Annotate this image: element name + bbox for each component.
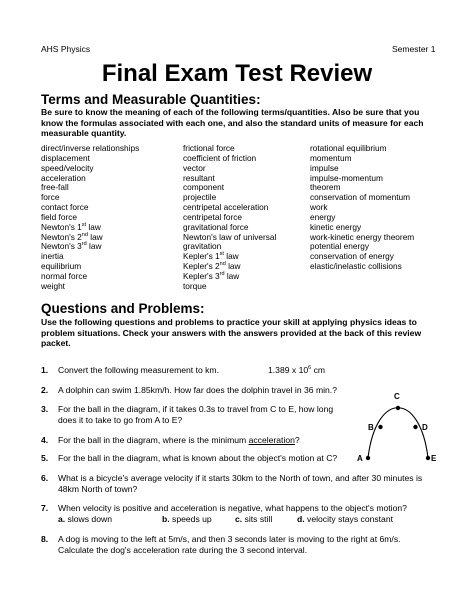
term: coefficient of friction xyxy=(183,152,257,163)
question-text-continued: 48km North of town? xyxy=(58,484,138,494)
term: Kepler's 2nd law xyxy=(183,261,241,272)
term: momentum xyxy=(310,152,352,163)
term: impulse xyxy=(310,162,339,173)
term: speed/velocity xyxy=(41,162,94,173)
question-number: 5. xyxy=(41,453,49,463)
term: gravitation xyxy=(183,241,222,252)
term: centripetal force xyxy=(183,211,243,222)
point-b xyxy=(378,425,382,429)
question-number: 2. xyxy=(41,385,49,395)
question-number: 6. xyxy=(41,473,49,483)
term: component xyxy=(183,182,225,193)
question-1-value: 1.389 x $10^6$ cm xyxy=(268,365,326,375)
term: conservation of momentum xyxy=(310,192,411,203)
option-b: b. speeds up xyxy=(162,514,212,524)
question-text: For the ball in the diagram, if it takes 0.3s to travel from C to E, how long xyxy=(58,404,334,414)
term: torque xyxy=(183,280,207,291)
term: force xyxy=(41,192,60,203)
term: vector xyxy=(183,162,206,173)
point-e xyxy=(426,456,430,460)
question-text: For the ball in the diagram, what is known about the object's motion at C? xyxy=(58,453,338,463)
question-text: A dog is moving to the left at 5m/s, and then 3 seconds later is moving to the right at 6m/s. xyxy=(58,534,401,544)
trajectory-arc xyxy=(368,408,428,458)
term: elastic/inelastic collisions xyxy=(310,261,402,272)
underlined-term: acceleration xyxy=(248,435,295,445)
term: potential energy xyxy=(310,241,370,252)
term: field force xyxy=(41,211,77,222)
question-number: 8. xyxy=(41,534,49,544)
question-6 xyxy=(41,473,422,495)
term: projectile xyxy=(183,192,217,203)
terms-heading: Terms and Measurable Quantities: xyxy=(41,92,261,107)
question-2 xyxy=(41,385,337,396)
question-number: 4. xyxy=(41,435,49,445)
question-text: A dolphin can swim 1.85km/h. How far does the dolphin travel in 36 min.? xyxy=(58,385,337,395)
point-a xyxy=(366,456,370,460)
term: weight xyxy=(41,280,65,291)
questions-instructions: Use the following questions and problems to practice your skill at applying physics ideas to problem situations. Check your answers with the answers provided at the back of this review packet. xyxy=(41,317,422,349)
label-d: D xyxy=(422,423,428,432)
question-1 xyxy=(41,365,219,376)
question-7 xyxy=(41,503,407,525)
label-e: E xyxy=(431,454,437,463)
term: theorem xyxy=(310,182,341,193)
point-c xyxy=(396,406,400,410)
question-number: 3. xyxy=(41,404,49,414)
term: resultant xyxy=(183,172,215,183)
term: work xyxy=(310,202,328,213)
page-title: Final Exam Test Review xyxy=(101,60,373,87)
questions-heading: Questions and Problems: xyxy=(41,301,205,316)
question-number: 1. xyxy=(41,365,49,375)
term: inertia xyxy=(41,251,64,262)
term: rotational equilibrium xyxy=(310,143,387,153)
term: Newton's 3rd law xyxy=(41,241,102,252)
question-3 xyxy=(41,404,333,426)
term: Kepler's 3rd law xyxy=(183,270,240,281)
term: acceleration xyxy=(41,172,86,183)
terms-column-2 xyxy=(183,144,276,292)
option-d: d. velocity stays constant xyxy=(297,514,394,524)
term: contact force xyxy=(41,202,89,213)
term: work-kinetic energy theorem xyxy=(310,231,415,242)
term: impulse-momentum xyxy=(310,172,383,183)
option-c: c. sits still xyxy=(235,514,273,524)
header-semester: Semester 1 xyxy=(392,44,436,54)
term: Newton's law of universal xyxy=(183,231,277,242)
point-d xyxy=(413,425,417,429)
term: conservation of energy xyxy=(310,251,394,262)
label-b: B xyxy=(368,423,374,432)
label-c: C xyxy=(394,392,400,401)
question-8 xyxy=(41,534,401,556)
terms-instructions: Be sure to know the meaning of each of the following terms/quantities. Also be sure that you know the formulas associated with each one, and also the standard units of measure for each measurable quantity. xyxy=(41,107,424,139)
term: Kepler's 1st law xyxy=(183,251,239,262)
term: displacement xyxy=(41,152,90,163)
question-number: 7. xyxy=(41,503,49,513)
term: equilibrium xyxy=(41,261,82,272)
term: normal force xyxy=(41,270,88,281)
label-a: A xyxy=(357,454,363,463)
term: direct/inverse relationships xyxy=(41,143,140,153)
ball-trajectory-diagram xyxy=(354,383,444,468)
question-4: 4. For the ball in the diagram, where is the minimum acceleration? xyxy=(41,435,300,445)
term: free-fall xyxy=(41,182,69,193)
terms-column-3 xyxy=(310,144,414,272)
term: centripetal acceleration xyxy=(183,202,269,213)
term: kinetic energy xyxy=(310,221,362,232)
question-text-continued: Calculate the dog's acceleration rate during the 3 second interval. xyxy=(58,545,308,555)
term: Newton's 1st law xyxy=(41,221,101,232)
question-text: When velocity is positive and acceleration is negative, what happens to the object's motion? xyxy=(58,503,407,513)
header-course: AHS Physics xyxy=(41,44,91,54)
term: Newton's 2nd law xyxy=(41,231,103,242)
question-5 xyxy=(41,453,337,464)
question-text: Convert the following measurement to km. xyxy=(58,365,219,375)
term: frictional force xyxy=(183,143,235,153)
question-text-continued: does it to take to go from A to E? xyxy=(58,415,183,425)
answer-options xyxy=(41,514,407,525)
question-text: What is a bicycle's average velocity if it starts 30km to the North of town, and after 30 minutes is xyxy=(58,473,423,483)
term: gravitational force xyxy=(183,221,249,232)
term: energy xyxy=(310,211,336,222)
option-a: a. slows down xyxy=(58,514,112,524)
terms-column-1 xyxy=(41,144,139,292)
